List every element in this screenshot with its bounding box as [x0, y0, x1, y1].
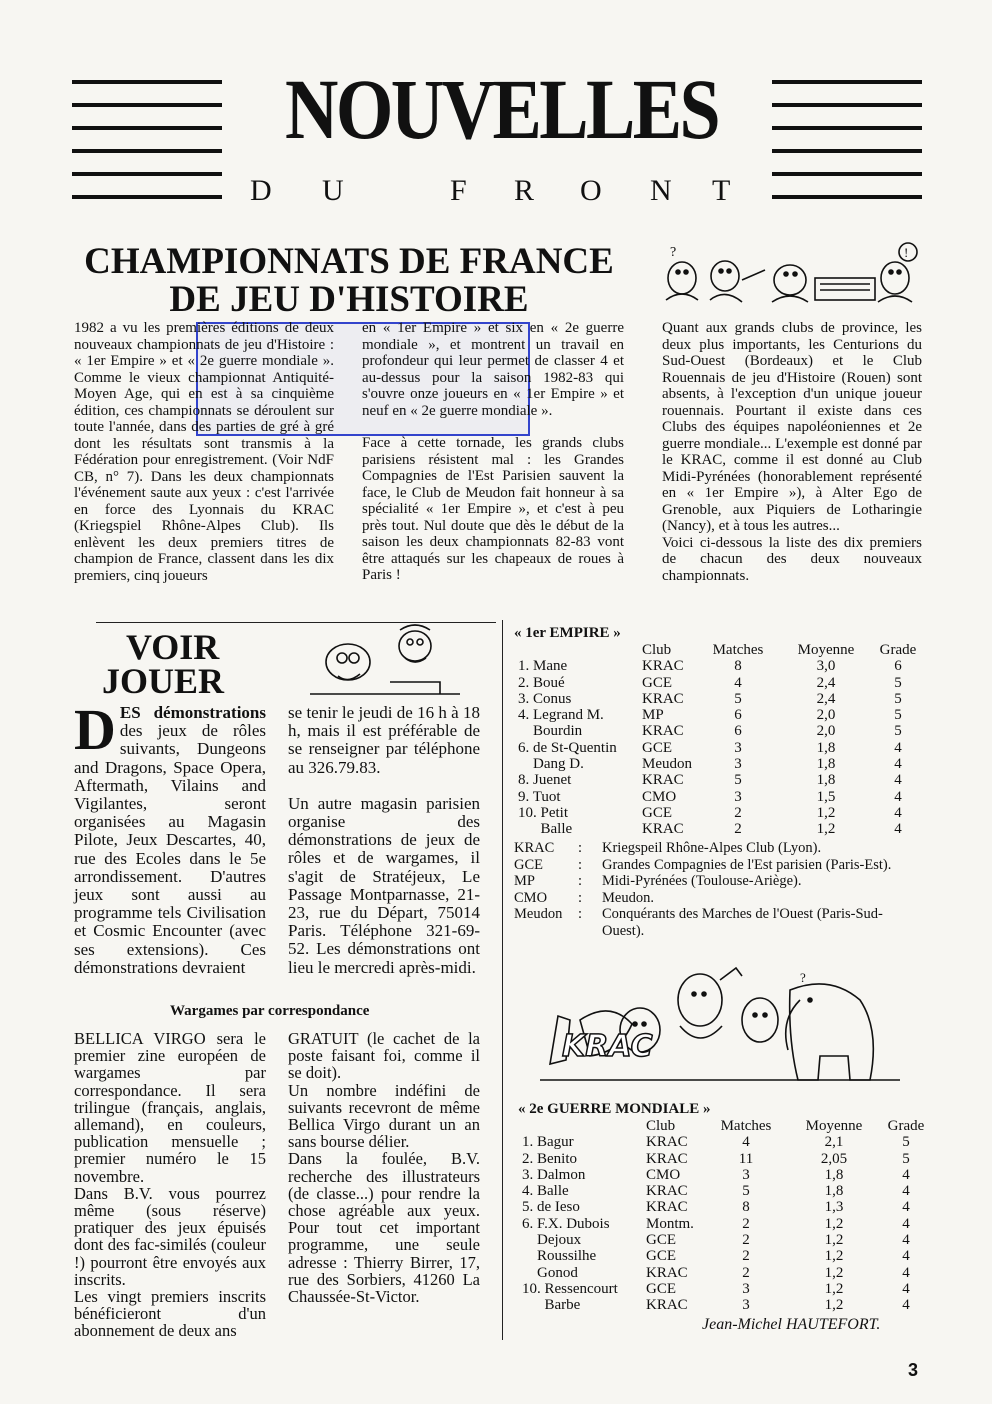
- legend-abbr: CMO: [514, 889, 548, 906]
- subtitle-letter: O: [580, 174, 602, 207]
- table-row: [522, 1167, 930, 1183]
- legend-colon: :: [578, 873, 583, 889]
- table-cell: 2,0: [816, 723, 836, 740]
- article-text: se tenir le jeudi de 16 h à 18 h, mais il est préférable de se renseigner par téléphone au 326.79.83.: [288, 703, 480, 777]
- table-cell: 5: [894, 707, 902, 724]
- table-cell: 4: [894, 739, 902, 756]
- masthead-rule: [772, 149, 922, 153]
- table-cell: Roussilhe: [522, 1248, 597, 1265]
- table-header-row: [518, 642, 920, 658]
- wargames-heading: Wargames par correspondance: [170, 1003, 370, 1019]
- table-row: [522, 1216, 930, 1232]
- table-cell: 2,4: [816, 690, 836, 707]
- ranking-table-2e-guerre-mondiale: [522, 1118, 930, 1314]
- table-cell: 5: [902, 1150, 910, 1167]
- table-cell: 4: [902, 1183, 910, 1200]
- table-cell: 3: [734, 756, 742, 773]
- table-cell: 2. Boué: [518, 674, 565, 691]
- subtitle-letter: T: [712, 174, 731, 207]
- svg-text:?: ?: [670, 245, 677, 260]
- table-cell: 8. Juenet: [518, 772, 572, 789]
- table-cell: 5: [902, 1134, 910, 1151]
- legend-row: [514, 857, 924, 874]
- table-header-cell: Moyenne: [805, 1118, 863, 1134]
- table-row: [518, 772, 920, 788]
- legend-colon: :: [578, 856, 583, 873]
- table-row: [518, 707, 920, 723]
- svg-text:!: !: [904, 245, 909, 260]
- table-cell: CMO: [646, 1166, 681, 1183]
- voir-jouer-column-2: [288, 704, 480, 994]
- table-header-row: [522, 1118, 930, 1134]
- table-cell: 1,2: [824, 1248, 844, 1265]
- table-cell: 3: [734, 739, 742, 756]
- table-row: [522, 1183, 930, 1199]
- table-cell: 5: [742, 1183, 750, 1200]
- masthead-rule: [772, 80, 922, 84]
- subtitle-letter: R: [514, 174, 535, 207]
- table-cell: 6: [734, 723, 742, 740]
- table-cell: 2: [742, 1264, 750, 1281]
- table-cell: 2: [742, 1248, 750, 1265]
- table-cell: 4: [894, 756, 902, 773]
- table-cell: 4: [902, 1232, 910, 1249]
- table-header-cell: Grade: [879, 642, 917, 658]
- table-cell: GCE: [642, 804, 672, 821]
- subtitle-letter: D: [250, 174, 272, 207]
- legend-desc: Midi-Pyrénées (Toulouse-Ariège).: [602, 873, 802, 889]
- voir-jouer-column-1: [74, 697, 266, 994]
- table-header-cell: Matches: [712, 642, 764, 658]
- table-row: [522, 1134, 930, 1150]
- legend-abbr: KRAC: [514, 840, 555, 856]
- table-cell: 1. Mane: [518, 658, 568, 675]
- table-cell: 8: [734, 658, 742, 675]
- table-cell: 1,8: [816, 739, 836, 756]
- wargames-column-1: [74, 1030, 266, 1340]
- table-cell: 5: [894, 674, 902, 691]
- table-cell: 3,0: [816, 658, 836, 675]
- krac-elephant-cartoon: [540, 960, 910, 1098]
- table-caption: « 1er EMPIRE »: [514, 625, 621, 641]
- table-row: [518, 658, 920, 674]
- table-cell: 2: [742, 1232, 750, 1249]
- table-row: [518, 756, 920, 772]
- legend-desc: Kriegspeil Rhône-Alpes Club (Lyon).: [602, 840, 822, 856]
- table-row: [522, 1248, 930, 1264]
- table-row: [518, 821, 920, 837]
- column-divider: [502, 620, 503, 1340]
- table-cell: 2: [734, 804, 742, 821]
- table-cell: 10. Ressencourt: [522, 1280, 618, 1297]
- table-cell: KRAC: [646, 1297, 688, 1314]
- subtitle-letter: U: [322, 174, 344, 207]
- article-column-3: [662, 320, 922, 616]
- table-cell: 6. de St-Quentin: [518, 739, 617, 756]
- article-text: en « 1er Empire » et six en « 2e guerre mondiale », et montrent un travail en profondeur qui leur permet de classer 4 et au-dessus pour la saison 1982-83 qui s'ouvre onze joueurs en « 1er Empire » et neuf en « 2e guerre mondiale ».: [362, 320, 624, 419]
- subtitle-letter: F: [450, 174, 467, 207]
- table-cell: 3: [734, 788, 742, 805]
- ranking-table-1er-empire: [518, 642, 920, 838]
- table-row: [522, 1151, 930, 1167]
- legend-abbr: MP: [514, 873, 535, 889]
- table-cell: 4: [894, 788, 902, 805]
- legend-abbr: Meudon: [514, 906, 563, 922]
- article-text: BELLICA VIRGO sera le premier zine européen de wargames par correspondance. Il sera trilingue (français, anglais, allemand), en couleurs, publication mensuelle ; premier numéro le 15 novembre.: [74, 1029, 266, 1186]
- table-cell: 5: [734, 772, 742, 789]
- table-cell: KRAC: [646, 1134, 688, 1151]
- table-header-cell: Club: [642, 642, 672, 658]
- table-cell: 10. Petit: [518, 804, 569, 821]
- table-cell: Balle: [518, 821, 573, 838]
- table-cell: Meudon: [642, 756, 692, 773]
- table-row: [518, 789, 920, 805]
- table-cell: Montm.: [646, 1215, 694, 1232]
- table-row: [522, 1281, 930, 1297]
- table-cell: 1,8: [816, 772, 836, 789]
- table-cell: 2: [734, 821, 742, 838]
- table-cell: 4: [894, 804, 902, 821]
- article-column-2: [362, 320, 624, 616]
- table-cell: 1,2: [816, 821, 836, 838]
- masthead-rule: [72, 80, 222, 84]
- masthead-rule: [772, 172, 922, 176]
- table-cell: 1,8: [824, 1183, 844, 1200]
- masthead-rule: [72, 195, 222, 199]
- table-cell: KRAC: [646, 1199, 688, 1216]
- article-text: Un autre magasin parisien organise des démonstrations de jeux de rôles et de wargames, il s'agit de Stratéjeux, Le Passage Montparnasse, 21-23, rue du Départ, 75014 Paris. Téléphone 321-69-52. Les démonstrations ont lieu le mercredi après-midi.: [288, 793, 480, 977]
- table-cell: Bourdin: [518, 723, 583, 740]
- table-cell: 3. Dalmon: [522, 1166, 586, 1183]
- masthead-rule: [772, 103, 922, 107]
- legend-desc: Meudon.: [602, 889, 654, 906]
- table-header-cell: [522, 1118, 646, 1134]
- lead-text: ES démonstrations: [119, 703, 266, 722]
- table-caption: « 2e GUERRE MONDIALE »: [518, 1101, 711, 1117]
- table-row: [518, 740, 920, 756]
- article-text: des jeux de rôles suivants, Dungeons and Dragons, Space Opera, Aftermath, Vilains and Vigilantes, seront organisées au Magasin Pilote, Jeux Descartes, 40, rue des Ecoles dans le 5e arrondissement. D'autres jeux sont aussi au programme tels Civilisation et Cosmic Encounter (avec ses extensions). Ces démonstrations devraient: [74, 721, 266, 977]
- table-cell: KRAC: [642, 658, 684, 675]
- table-cell: Dejoux: [522, 1232, 582, 1249]
- legend-row: [514, 840, 924, 857]
- table-header-cell: [518, 642, 642, 658]
- table-cell: 1,2: [816, 804, 836, 821]
- article-text: Quant aux grands clubs de province, les deux plus importants, les Centurions du Sud-Ouest (Bordeaux) et le Club Rouennais de jeu d'Histoire (Rouen) sont absents, à l'exception d'un unique joueur rouennais. Pourtant il existe dans ces Clubs des équipes napoléoniennes et 2e guerre mondiale... L'exemple est donné par le KRAC, comme il est donné au Club Midi-Pyrénées (honorablement représenté en « 1er Empire »), à Alter Ego de Grenoble, aux Piquiers de Lotharingie (Nancy), et à tous les autres...: [662, 320, 922, 534]
- article-text: Face à cette tornade, les grands clubs parisiens résistent mal : les Grandes Compagnies de l'Est Parisien sauvent la face, le Club de Meudon fait honneur à sa spécialité « 1er Empire », et c'est à peu près tout. Nul doute que dès le début de la saison les deux championnats 82-83 vont être attaqués sur les chapeaux de roues à Paris !: [362, 435, 624, 583]
- legend-desc: Conquérants des Marches de l'Ouest (Paris-Sud-Ouest).: [602, 906, 883, 939]
- table-row: [518, 805, 920, 821]
- table-cell: KRAC: [642, 690, 684, 707]
- table-cell: 3: [742, 1297, 750, 1314]
- table-cell: 4: [902, 1297, 910, 1314]
- table-cell: CMO: [642, 788, 677, 805]
- legend-row: [514, 906, 924, 939]
- table-cell: 1,5: [816, 788, 836, 805]
- table-cell: KRAC: [642, 723, 684, 740]
- table-row: [522, 1297, 930, 1313]
- article-text: Un nombre indéfini de suivants recevront de même Bellica Virgo durant un an sans bourse délier.: [288, 1080, 480, 1152]
- table-cell: Barbe: [522, 1297, 581, 1314]
- table-cell: GCE: [642, 739, 672, 756]
- table-cell: GCE: [642, 674, 672, 691]
- table-cell: GCE: [646, 1248, 676, 1265]
- table-row: [522, 1199, 930, 1215]
- table-cell: Gonod: [522, 1264, 578, 1281]
- article-text: GRATUIT (le cachet de la poste faisant foi, comme il se doit).: [288, 1029, 480, 1083]
- table-cell: 6. F.X. Dubois: [522, 1215, 610, 1232]
- table-cell: 5. de Ieso: [522, 1199, 580, 1216]
- table-cell: KRAC: [646, 1150, 688, 1167]
- table-cell: 6: [894, 658, 902, 675]
- table-cell: 2,1: [824, 1134, 844, 1151]
- masthead-rule: [72, 149, 222, 153]
- table-cell: 4: [902, 1166, 910, 1183]
- table-cell: 11: [738, 1150, 754, 1167]
- cartoon-label: KRAC: [562, 1029, 653, 1064]
- legend-colon: :: [578, 840, 583, 856]
- masthead-rule: [72, 126, 222, 130]
- table-cell: KRAC: [646, 1264, 688, 1281]
- article-text: Les vingt premiers inscrits bénéficieront d'un abonnement de deux ans: [74, 1287, 266, 1341]
- table-cell: 4: [902, 1215, 910, 1232]
- legend-colon: :: [578, 889, 583, 906]
- table-cell: 1,2: [824, 1297, 844, 1314]
- table-cell: GCE: [646, 1232, 676, 1249]
- table-row: [522, 1232, 930, 1248]
- table-cell: 5: [894, 723, 902, 740]
- table-row: [518, 723, 920, 739]
- table-cell: 9. Tuot: [518, 788, 561, 805]
- table-header-cell: Grade: [887, 1118, 925, 1134]
- drop-cap: D: [74, 697, 116, 762]
- table-cell: 4: [902, 1199, 910, 1216]
- legend-row: [514, 890, 924, 907]
- table-header-cell: Moyenne: [797, 642, 855, 658]
- article-text: Voici ci-dessous la liste des dix premiers de chacun des deux nouveaux championnats.: [662, 534, 922, 584]
- table-cell: 2,4: [816, 674, 836, 691]
- table-cell: 4: [742, 1134, 750, 1151]
- legend-colon: :: [578, 906, 583, 922]
- legend-row: [514, 873, 924, 890]
- table-cell: 3. Conus: [518, 690, 572, 707]
- table-row: [518, 675, 920, 691]
- table-cell: 1,2: [824, 1215, 844, 1232]
- table-cell: 6: [734, 707, 742, 724]
- article-column-1: [74, 320, 334, 616]
- table-cell: KRAC: [642, 772, 684, 789]
- legend-abbr: GCE: [514, 856, 543, 873]
- svg-text:?: ?: [800, 970, 806, 985]
- table-cell: GCE: [646, 1280, 676, 1297]
- voir-jouer-title-line2: JOUER: [102, 661, 225, 701]
- article-title-line2: DE JEU D'HISTOIRE: [169, 279, 529, 320]
- voir-jouer-title-line1: VOIR: [126, 627, 220, 667]
- table-cell: 1,3: [824, 1199, 844, 1216]
- legend-desc: Grandes Compagnies de l'Est parisien (Paris-Est).: [602, 856, 892, 873]
- table-cell: 4. Legrand M.: [518, 707, 604, 724]
- table-row: [522, 1265, 930, 1281]
- table-cell: 2,0: [816, 707, 836, 724]
- author-signature: Jean-Michel HAUTEFORT.: [702, 1316, 881, 1333]
- table-cell: 1,2: [824, 1280, 844, 1297]
- masthead-rule: [772, 126, 922, 130]
- table-cell: 4: [734, 674, 742, 691]
- table-cell: 3: [742, 1166, 750, 1183]
- table-cell: 2: [742, 1215, 750, 1232]
- table-cell: 5: [734, 690, 742, 707]
- masthead-rule: [772, 195, 922, 199]
- table-cell: 2,05: [820, 1150, 848, 1167]
- subtitle-letter: N: [650, 174, 672, 207]
- page-number: 3: [908, 1360, 919, 1380]
- table-cell: 4: [894, 772, 902, 789]
- table-cell: KRAC: [646, 1183, 688, 1200]
- article-text: Dans la foulée, B.V. recherche des illustrateurs (de classe...) pour rendre la chose agréable aux yeux. Pour tout cet important programme, une seule adresse : Thierry Birrer, 17, rue des Sorbiers, 41260 La Chaussée-St-Victor.: [288, 1149, 480, 1307]
- table-cell: 1. Bagur: [522, 1134, 574, 1151]
- article-title-line1: CHAMPIONNATS DE FRANCE: [84, 241, 614, 282]
- table-cell: Dang D.: [518, 756, 584, 773]
- article-text: Dans B.V. vous pourrez même (sous réserve) pratiquer des jeux épuisés dont des fac-similés (couleur !) pourront être envoyés aux inscrits.: [74, 1183, 266, 1289]
- cartoon-players-illustration: [650, 240, 925, 312]
- table-cell: 1,2: [824, 1264, 844, 1281]
- article-text: 1982 a vu les premières éditions de deux nouveaux championnats de jeu d'Histoire : « 1er Empire » et « 2e guerre mondiale ». Comme le vieux championnat Antiquité-Moyen Age, qui en est à sa cinquième édition, ces championnats se déroulent sur toute l'année, dans des parties de gré à gré dont les résultats sont transmis à la Fédération pour enregistrement. (Voir NdF CB, n° 7). Dans les deux championnats l'événement saute aux yeux : c'est l'arrivée en force des Lyonnais du KRAC (Kriegspiel Rhône-Alpes Club). Ils enlèvent les deux premiers titres de champion de France, classent dans les dix premiers, cinq joueurs: [74, 320, 334, 584]
- wargames-column-2: [288, 1030, 480, 1340]
- table-cell: 1,8: [824, 1166, 844, 1183]
- table-cell: 4: [902, 1248, 910, 1265]
- table-cell: 1,2: [824, 1232, 844, 1249]
- masthead-rule: [72, 172, 222, 176]
- table-cell: 2. Benito: [522, 1150, 577, 1167]
- table-cell: 4: [894, 821, 902, 838]
- table-cell: 4. Balle: [522, 1183, 569, 1200]
- table-cell: MP: [642, 707, 664, 724]
- masthead-rule: [72, 103, 222, 107]
- table-cell: 4: [902, 1280, 910, 1297]
- table-row: [518, 691, 920, 707]
- club-legend: [514, 840, 924, 939]
- table-cell: 3: [742, 1280, 750, 1297]
- table-header-cell: Club: [646, 1118, 676, 1134]
- table-header-cell: Matches: [720, 1118, 772, 1134]
- masthead-title: NOUVELLES: [285, 61, 719, 157]
- table-cell: 1,8: [816, 756, 836, 773]
- table-cell: 4: [902, 1264, 910, 1281]
- table-cell: KRAC: [642, 821, 684, 838]
- table-cell: 5: [894, 690, 902, 707]
- table-cell: 8: [742, 1199, 750, 1216]
- cartoon-readers-illustration: [290, 622, 480, 702]
